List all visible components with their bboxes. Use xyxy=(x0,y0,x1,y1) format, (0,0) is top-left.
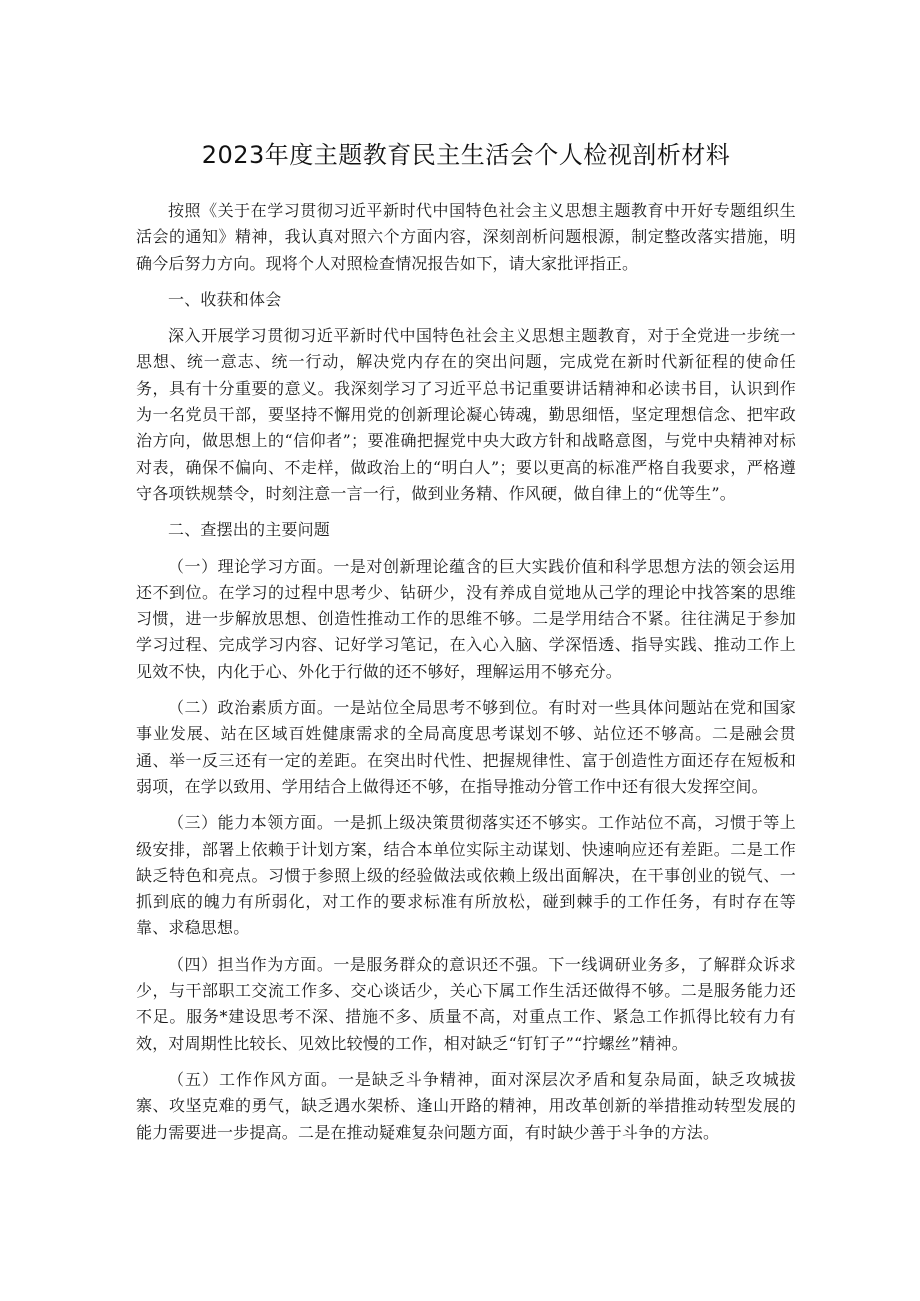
problem-item-ability: （三）能力本领方面。一是抓上级决策贯彻落实还不够实。工作站位不高，习惯于等上级安排，部署上依赖于计划方案，结合本单位实际主动谋划、快速响应还有差距。二是工作缺乏特色和亮点。习惯于参照上级的经验做法或依赖上级出面解决，在干事创业的锐气、一抓到底的魄力有所弱化，对工作的要求标准有所放松，碰到棘手的工作任务，有时存在等靠、求稳思想。 xyxy=(136,813,796,938)
problem-item-political: （二）政治素质方面。一是站位全局思考不够到位。有时对一些具体问题站在党和国家事业发展、站在区域百姓健康需求的全局高度思考谋划不够、站位还不够高。二是融会贯通、举一反三还有一定的差距。在突出时代性、把握规律性、富于创造性方面还存在短板和弱项，在学以致用、学用结合上做得还不够，在指导推动分管工作中还有很大发挥空间。 xyxy=(136,698,796,796)
section-heading-gains: 一、收获和体会 xyxy=(168,289,282,309)
problem-item-responsibility: （四）担当作为方面。一是服务群众的意识还不强。下一线调研业务多，了解群众诉求少，与干部职工交流工作多、交心谈话少，关心下属工作生活还做得不够。二是服务能力还不足。服务*建设思考不深、措施不多、质量不高，对重点工作、紧急工作抓得比较有力有效，对周期性比较长、见效比较慢的工作，相对缺乏“钉钉子”“拧螺丝”精神。 xyxy=(136,954,796,1053)
problem-item-work-style: （五）工作作风方面。一是缺乏斗争精神，面对深层次矛盾和复杂局面，缺乏攻城拔寨、攻坚克难的勇气，缺乏遇水架桥、逢山开路的精神，用改革创新的举措推动转型发展的能力需要进一步提高。二是在推动疑难复杂问题方面，有时缺少善于斗争的方法。 xyxy=(136,1069,796,1142)
problem-item-theory: （一）理论学习方面。一是对创新理论蕴含的巨大实践价值和科学思想方法的领会运用还不到位。在学习的过程中思考少、钻研少，没有养成自觉地从己学的理论中找答案的思维习惯，进一步解放思想、创造性推动工作的思维不够。二是学用结合不紧。往往满足于参加学习过程、完成学习内容、记好学习笔记，在入心入脑、学深悟透、指导实践、推动工作上见效不快，内化于心、外化于行做的还不够好，理解运用不够充分。 xyxy=(136,556,796,681)
section-heading-problems: 二、查摆出的主要问题 xyxy=(168,520,331,540)
document-page xyxy=(136,138,796,1156)
section-body-gains: 深入开展学习贯彻习近平新时代中国特色社会主义思想主题教育，对于全党进一步统一思想、统一意志、统一行动，解决党内存在的突出问题，完成党在新时代新征程的使命任务，具有十分重要的意义。我深刻学习了习近平总书记重要讲话精神和必读书目，认识到作为一名党员干部，要坚持不懈用党的创新理论凝心铸魂，勤思细悟，坚定理想信念、把牢政治方向，做思想上的“信仰者”；要准确把握党中央大政方针和战略意图，与党中央精神对标对表，确保不偏向、不走样，做政治上的“明白人”；要以更高的标准严格自我要求，严格遵守各项铁规禁令，时刻注意一言一行，做到业务精、作风硬，做自律上的“优等生”。 xyxy=(136,326,796,503)
intro-paragraph: 按照《关于在学习贯彻习近平新时代中国特色社会主义思想主题教育中开好专题组织生活会的通知》精神，我认真对照六个方面内容，深刻剖析问题根源，制定整改落实措施，明确今后努力方向。现将个人对照检查情况报告如下，请大家批评指正。 xyxy=(136,201,796,273)
document-title: 2023年度主题教育民主生活会个人检视剖析材料 xyxy=(201,141,731,169)
